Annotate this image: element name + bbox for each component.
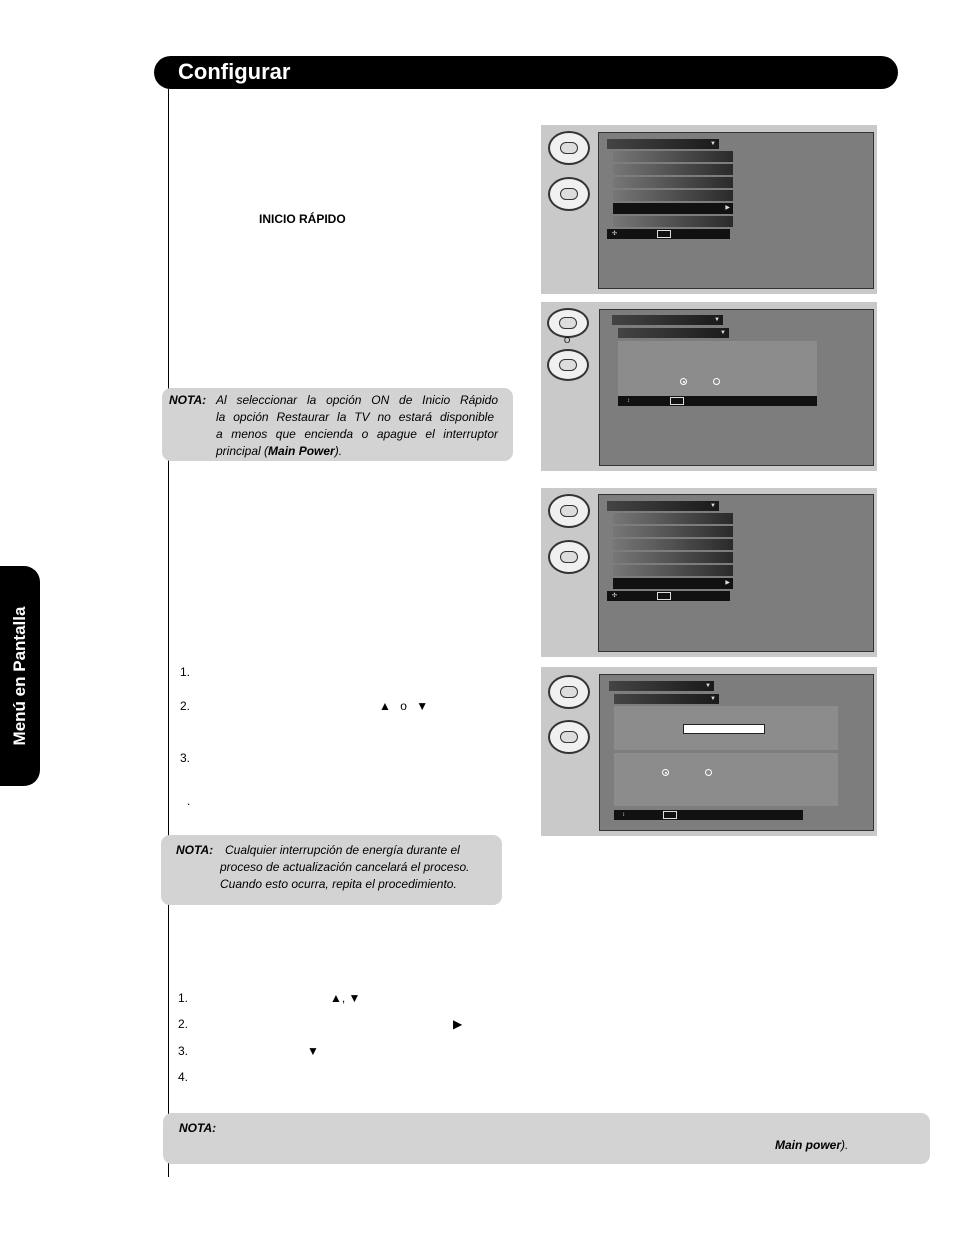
menu-item — [613, 177, 733, 188]
up-down-arrows-icon: ↕ — [622, 812, 625, 818]
nota-box-3 — [163, 1113, 930, 1164]
submenu-title-bar: ▼ — [618, 328, 729, 338]
menu-button-icon — [548, 675, 590, 709]
step-a-2-number: 2. — [180, 699, 191, 713]
section-side-tab — [0, 566, 40, 786]
option-area — [614, 753, 838, 806]
nota-3-tail: Main power). — [775, 1138, 849, 1152]
nota-box-2 — [161, 835, 502, 905]
tv-screen-3 — [598, 494, 874, 652]
arrow-up-icon: ▲ — [379, 699, 391, 713]
menu-button-icon — [547, 308, 589, 338]
nota-2-label: NOTA: — [176, 843, 214, 857]
left-rule — [168, 89, 169, 1177]
step-b-1-number: 1. — [178, 991, 189, 1005]
progress-bar — [683, 724, 765, 734]
or-text: o — [400, 699, 407, 713]
page-header-bar — [154, 56, 898, 89]
navigation-pad-icon — [548, 177, 590, 211]
menu-item — [613, 552, 733, 563]
nota-1-line2: la opción Restaurar la TV no estará disponible — [216, 410, 494, 424]
menu-item — [613, 190, 733, 201]
up-down-arrows-icon: ↕ — [627, 398, 630, 404]
nota-box-1 — [162, 388, 513, 461]
nota-3-label: NOTA: — [179, 1121, 217, 1135]
menu-title-bar: ▼ — [612, 315, 723, 325]
or-label: O — [564, 336, 571, 345]
menu-item — [613, 151, 733, 162]
arrow-down-icon: ▼ — [307, 1044, 319, 1058]
nota-1-line3: a menos que encienda o apague el interruptor — [216, 427, 498, 441]
nav-arrows-icon: ✣ — [612, 231, 618, 237]
nota-1-label: NOTA: — [169, 393, 207, 407]
step-b-1-arrows: ▲, ▼ — [330, 991, 361, 1005]
option-area — [618, 341, 817, 396]
tv-screen-2 — [599, 309, 874, 466]
menu-button-icon — [548, 494, 590, 528]
navigation-pad-icon — [548, 540, 590, 574]
menu-footer-bar — [618, 396, 817, 406]
step-a-1-number: 1. — [180, 665, 191, 679]
side-tab-label: Menú en Pantalla — [10, 606, 29, 746]
screen-panel-1 — [541, 125, 877, 294]
menu-footer-bar — [607, 591, 730, 601]
step-b-4-number: 4. — [178, 1070, 189, 1084]
menu-button-icon — [548, 131, 590, 165]
screen-panel-4 — [541, 667, 877, 836]
progress-area — [614, 706, 838, 750]
navigation-pad-icon — [548, 720, 590, 754]
navigation-pad-icon — [547, 349, 589, 381]
radio-on — [662, 769, 669, 776]
menu-title-bar: ▼ — [609, 681, 714, 691]
step-b-3-number: 3. — [178, 1044, 189, 1058]
step-a-3-number: 3. — [180, 751, 191, 765]
quick-start-heading: INICIO RÁPIDO — [259, 212, 346, 226]
menu-footer-bar — [607, 229, 730, 239]
menu-item — [613, 513, 733, 524]
menu-item — [613, 216, 733, 227]
nota-1-line4: principal (Main Power). — [216, 444, 343, 458]
nota-2-line3: Cuando esto ocurra, repita el procedimiento. — [220, 877, 457, 891]
menu-footer-bar — [614, 810, 803, 820]
menu-item — [613, 526, 733, 537]
step-a-2-arrows — [379, 698, 428, 714]
menu-item — [613, 539, 733, 550]
right-arrow-icon: ▶ — [453, 1017, 463, 1031]
screen-panel-2 — [541, 302, 877, 471]
menu-item-selected: ▶ — [613, 578, 733, 589]
tv-screen-1 — [598, 132, 874, 289]
exit-key-icon — [663, 811, 677, 819]
exit-key-icon — [670, 397, 684, 405]
step-a-dot: . — [187, 794, 191, 808]
radio-off — [713, 378, 720, 385]
nota-2-line1: Cualquier interrupción de energía durante el — [225, 843, 460, 857]
menu-title-bar: ▼ — [607, 501, 719, 511]
menu-title-bar: ▼ — [607, 139, 719, 149]
tv-screen-4 — [599, 674, 874, 831]
arrow-down-icon: ▼ — [416, 699, 429, 713]
page-title: Configurar — [178, 59, 291, 84]
menu-item — [613, 565, 733, 576]
nota-2-line2: proceso de actualización cancelará el proceso. — [220, 860, 470, 874]
step-b-2-number: 2. — [178, 1017, 189, 1031]
radio-on — [680, 378, 687, 385]
screen-panel-3 — [541, 488, 877, 657]
menu-item-selected: ▶ — [613, 203, 733, 214]
nav-arrows-icon: ✣ — [612, 593, 618, 599]
submenu-title-bar: ▼ — [614, 694, 719, 704]
menu-item — [613, 164, 733, 175]
nota-1-line1: Al seleccionar la opción ON de Inicio Rápido — [216, 393, 498, 407]
radio-off — [705, 769, 712, 776]
exit-key-icon — [657, 592, 671, 600]
exit-key-icon — [657, 230, 671, 238]
